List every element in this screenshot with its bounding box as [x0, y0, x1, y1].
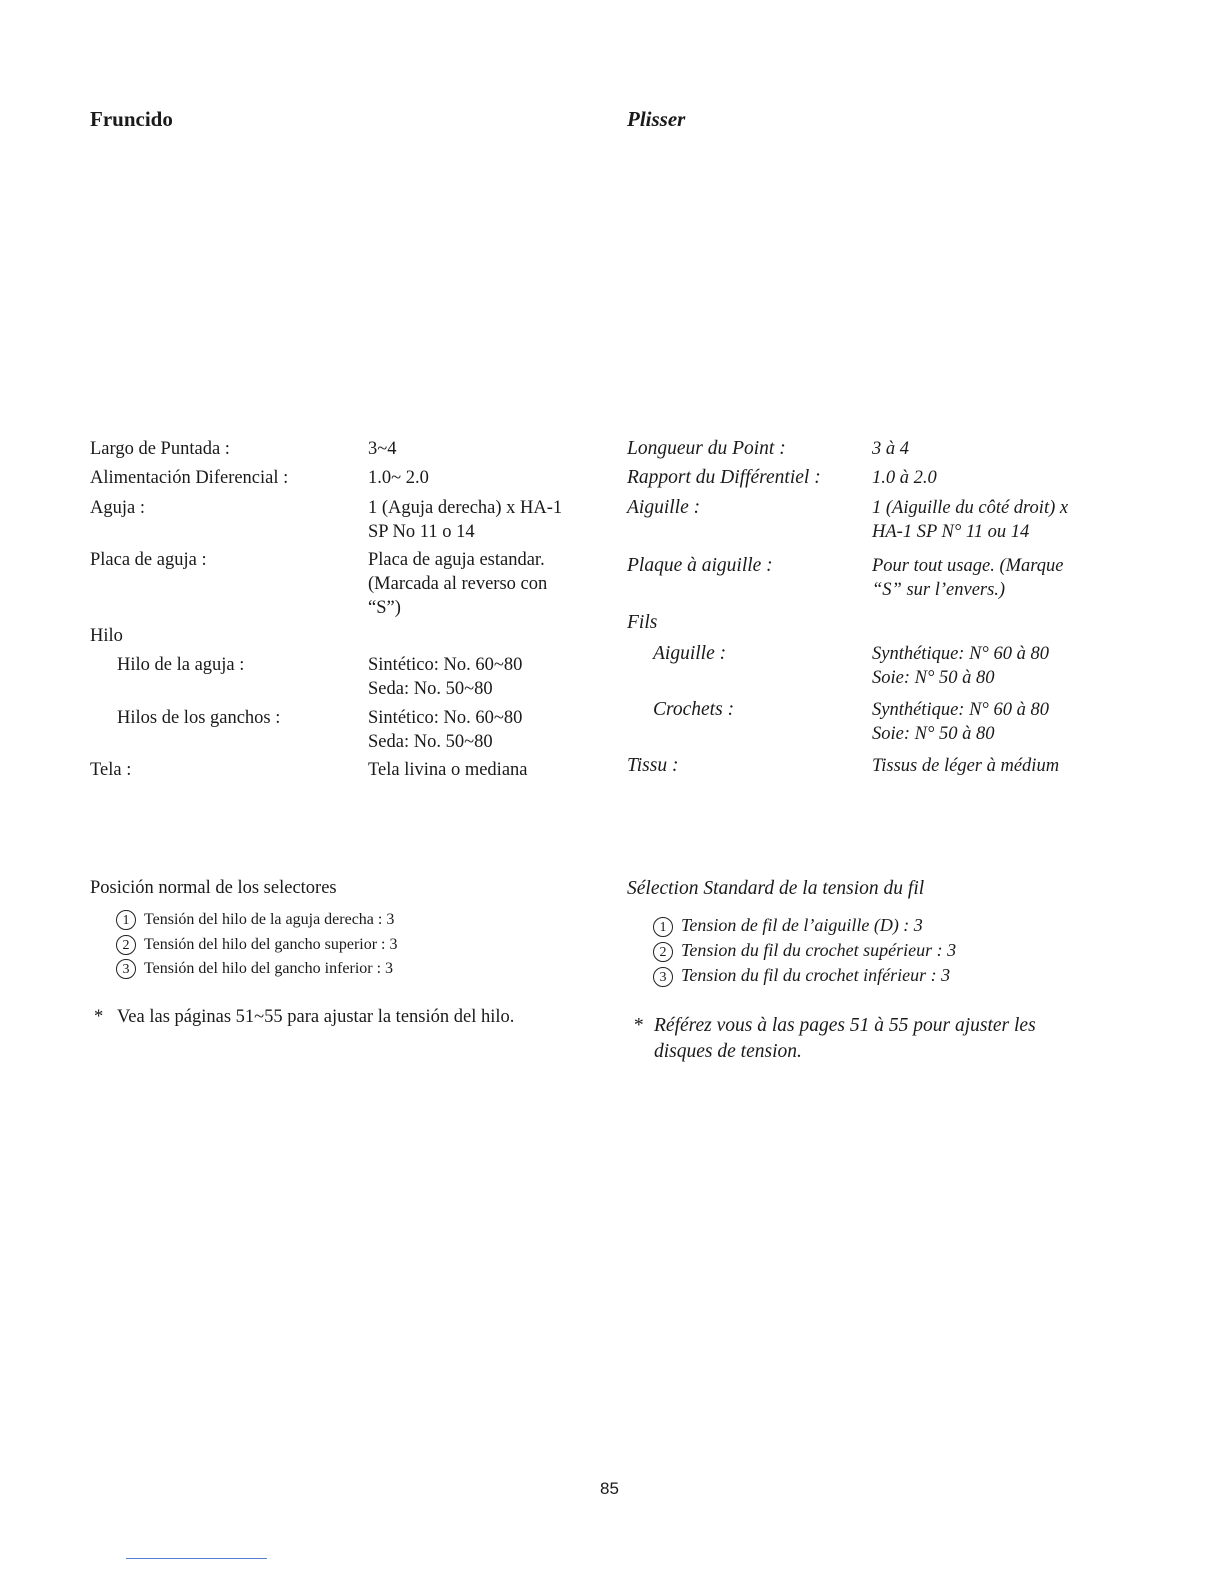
- largo-label: Largo de Puntada :: [90, 439, 230, 459]
- tension-fr-item-2-text: Tension du fil du crochet supérieur : 3: [681, 940, 957, 960]
- tissu-label: Tissu :: [627, 755, 679, 776]
- longueur-label: Longueur du Point :: [627, 438, 786, 459]
- placa-label: Placa de aguja :: [90, 550, 207, 570]
- tension-fr-item-2: [653, 938, 956, 962]
- tension-fr-note-1: Référez vous à las pages 51 à 55 pour ajuster les: [654, 1015, 1036, 1036]
- placa-value-1: Placa de aguja estandar.: [368, 550, 545, 570]
- fil-aiguille-value-2: Soie: N° 50 à 80: [872, 668, 995, 688]
- crochets-label: Crochets :: [653, 699, 735, 720]
- aiguille-value-2: HA-1 SP N° 11 ou 14: [872, 522, 1030, 542]
- tension-es-note: Vea las páginas 51~55 para ajustar la tensión del hilo.: [117, 1007, 515, 1027]
- alim-value: 1.0~ 2.0: [368, 468, 429, 488]
- tension-es-heading: Posición normal de los selectores: [90, 878, 337, 898]
- title-fr: Plisser: [627, 107, 686, 131]
- number-1-icon: 1: [653, 917, 673, 937]
- crochets-value-1: Synthétique: N° 60 à 80: [872, 700, 1049, 720]
- fil-aiguille-label: Aiguille :: [653, 643, 727, 664]
- hilos-ganchos-label: Hilos de los ganchos :: [117, 708, 281, 728]
- tension-es-item-3: [116, 957, 393, 981]
- number-3-icon: 3: [116, 959, 136, 979]
- title-es: Fruncido: [90, 107, 173, 131]
- rapport-value: 1.0 à 2.0: [872, 468, 937, 488]
- tension-fr-note-2: disques de tension.: [654, 1041, 802, 1062]
- alim-label: Alimentación Diferencial :: [90, 468, 289, 488]
- hilos-ganchos-value-2: Seda: No. 50~80: [368, 732, 493, 752]
- tension-fr-item-1: [653, 913, 923, 937]
- tension-fr-item-3: [653, 963, 950, 987]
- tension-es-item-1-text: Tensión del hilo de la aguja derecha : 3: [144, 911, 395, 928]
- number-2-icon: 2: [653, 942, 673, 962]
- fils-label: Fils: [627, 612, 658, 633]
- aiguille-label: Aiguille :: [627, 497, 701, 518]
- tension-es-item-2: [116, 933, 398, 957]
- hilos-ganchos-value-1: Sintético: No. 60~80: [368, 708, 523, 728]
- footer-rule: [126, 1558, 267, 1559]
- aguja-label: Aguja :: [90, 498, 145, 518]
- tension-es-item-3-text: Tensión del hilo del gancho inferior : 3: [144, 960, 394, 977]
- rapport-label: Rapport du Différentiel :: [627, 467, 821, 488]
- tela-label: Tela :: [90, 760, 132, 780]
- hilo-label: Hilo: [90, 626, 123, 646]
- page-number: 85: [600, 1479, 619, 1498]
- tension-fr-item-1-text: Tension de fil de l’aiguille (D) : 3: [681, 915, 923, 935]
- tension-fr-heading: Sélection Standard de la tension du fil: [627, 878, 925, 899]
- tension-es-item-2-text: Tensión del hilo del gancho superior : 3: [144, 936, 398, 953]
- tela-value: Tela livina o mediana: [368, 760, 528, 780]
- placa-value-2: (Marcada al reverso con: [368, 574, 548, 594]
- tension-fr-item-3-text: Tension du fil du crochet inférieur : 3: [681, 965, 951, 985]
- aguja-value-2: SP No 11 o 14: [368, 522, 475, 542]
- plaque-value-1: Pour tout usage. (Marque: [872, 556, 1064, 576]
- longueur-value: 3 à 4: [872, 439, 909, 459]
- fil-aiguille-value-1: Synthétique: N° 60 à 80: [872, 644, 1049, 664]
- largo-value: 3~4: [368, 439, 397, 459]
- asterisk-fr: *: [633, 1015, 643, 1036]
- number-3-icon: 3: [653, 967, 673, 987]
- hilo-aguja-value-2: Seda: No. 50~80: [368, 679, 493, 699]
- plaque-label: Plaque à aiguille :: [627, 555, 773, 576]
- plaque-value-2: “S” sur l’envers.): [872, 580, 1006, 600]
- crochets-value-2: Soie: N° 50 à 80: [872, 724, 995, 744]
- asterisk-es: *: [94, 1007, 104, 1027]
- hilo-aguja-label: Hilo de la aguja :: [117, 655, 245, 675]
- tissu-value: Tissus de léger à médium: [872, 756, 1060, 776]
- aiguille-value-1: 1 (Aiguille du côté droit) x: [872, 498, 1069, 518]
- number-1-icon: 1: [116, 910, 136, 930]
- placa-value-3: “S”): [368, 598, 401, 618]
- aguja-value-1: 1 (Aguja derecha) x HA-1: [368, 498, 563, 518]
- hilo-aguja-value-1: Sintético: No. 60~80: [368, 655, 523, 675]
- tension-es-item-1: [116, 908, 394, 932]
- number-2-icon: 2: [116, 935, 136, 955]
